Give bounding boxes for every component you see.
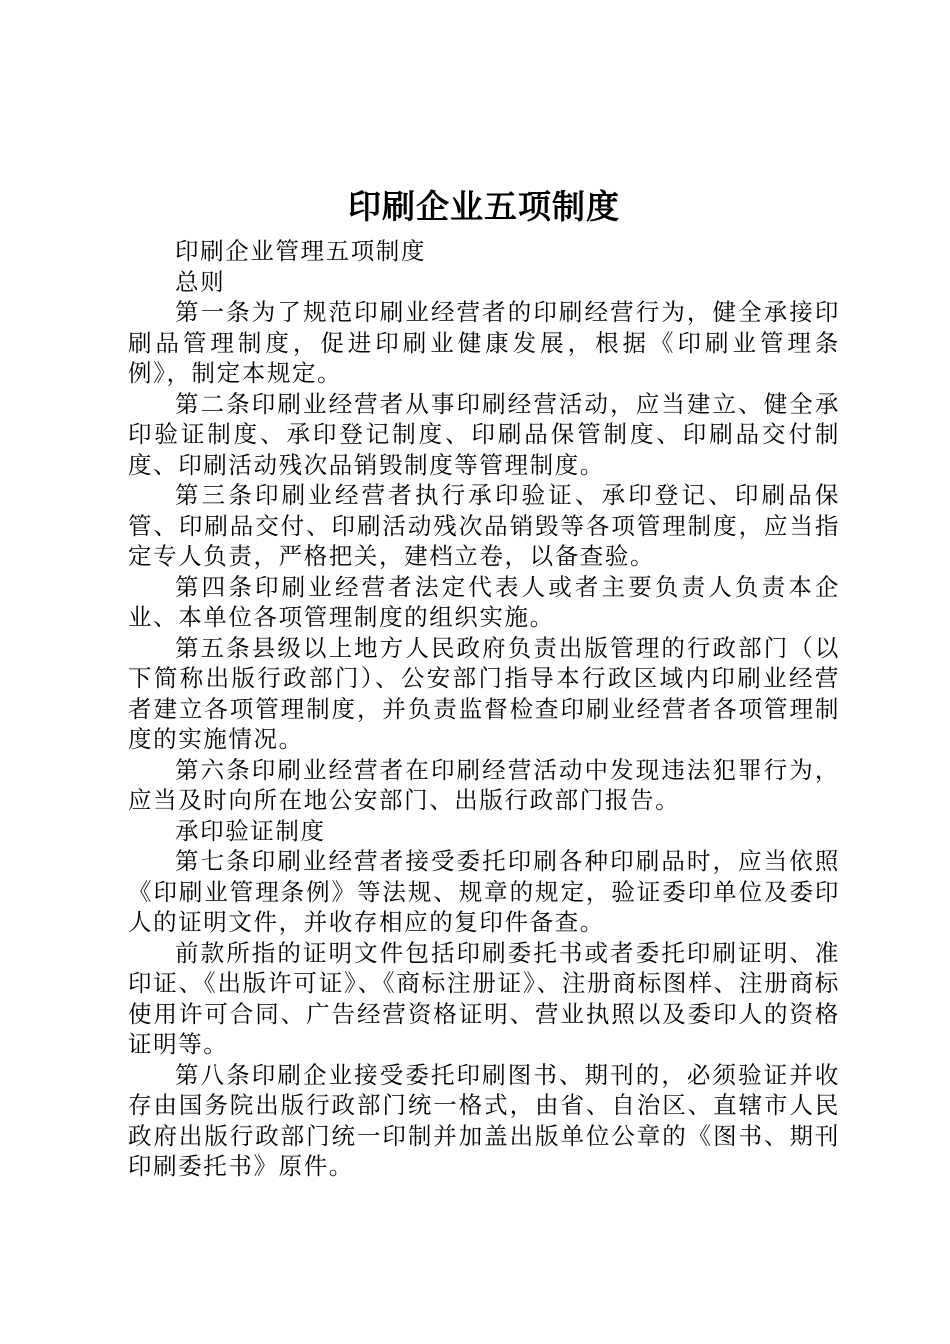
document-title: 印刷企业五项制度 [348,187,620,226]
section-heading-general: 总则 [175,267,226,296]
article-1: 第一条为了规范印刷业经营者的印刷经营行为，健全承接印刷品管理制度，促进印刷业健康发展，根据《印刷业管理条例》，制定本规定。 [128,298,840,387]
article-7: 第七条印刷业经营者接受委托印刷各种印刷品时，应当依照《印刷业管理条例》等法规、规章的规定，验证委印单位及委印人的证明文件，并收存相应的复印件备查。 [128,847,840,936]
article-2: 第二条印刷业经营者从事印刷经营活动，应当建立、健全承印验证制度、承印登记制度、印刷品保管制度、印刷品交付制度、印刷活动残次品销毁制度等管理制度。 [128,389,840,479]
section-heading-verification: 承印验证制度 [175,816,326,845]
paragraph-subtitle: 印刷企业管理五项制度 [175,237,426,265]
article-7-clause: 前款所指的证明文件包括印刷委托书或者委托印刷证明、准印证、《出版许可证》、《商标注册证》、注册商标图样、注册商标使用许可合同、广告经营资格证明、营业执照以及委印人的资格证明等。 [128,938,840,1058]
article-4: 第四条印刷业经营者法定代表人或者主要负责人负责本企业、本单位各项管理制度的组织实施。 [128,572,840,631]
document-page [128,182,840,1182]
article-3: 第三条印刷业经营者执行承印验证、承印登记、印刷品保管、印刷品交付、印刷活动残次品销毁等各项管理制度，应当指定专人负责，严格把关，建档立卷，以备查验。 [128,481,840,570]
article-8: 第八条印刷企业接受委托印刷图书、期刊的，必须验证并收存由国务院出版行政部门统一格式，由省、自治区、直辖市人民政府出版行政部门统一印制并加盖出版单位公章的《图书、期刊印刷委托书》原件。 [128,1060,840,1180]
article-6: 第六条印刷业经营者在印刷经营活动中发现违法犯罪行为，应当及时向所在地公安部门、出版行政部门报告。 [128,755,840,814]
article-5: 第五条县级以上地方人民政府负责出版管理的行政部门（以下简称出版行政部门）、公安部门指导本行政区域内印刷业经营者建立各项管理制度，并负责监督检查印刷业经营者各项管理制度的实施情况。 [128,633,840,753]
